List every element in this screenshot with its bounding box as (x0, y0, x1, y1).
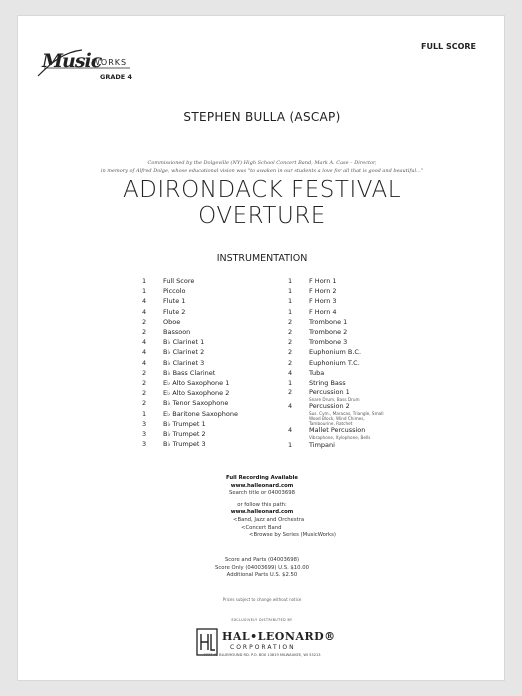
instrument-row (288, 378, 389, 388)
instrument-quantity: 1 (288, 297, 293, 306)
instrument-name-block (163, 317, 180, 327)
instrument-quantity: 4 (288, 402, 293, 411)
instrument-name: B♭ Tenor Saxophone (163, 399, 229, 408)
instrument-quantity: 4 (142, 297, 147, 306)
instrument-name-block (309, 296, 337, 306)
instrument-name: E♭ Baritone Saxophone (163, 409, 238, 418)
instrument-quantity: 1 (288, 307, 293, 316)
instrument-name: B♭ Clarinet 2 (163, 348, 205, 357)
instrument-details: Vibraphone, Xylophone, Bells (309, 435, 371, 441)
instrument-name: B♭ Trumpet 2 (163, 430, 206, 439)
instrumentation-right-column (288, 276, 389, 450)
instrument-row (142, 276, 238, 286)
grade-label: GRADE 4 (100, 73, 132, 81)
instrument-row (288, 358, 389, 368)
instrument-quantity: 2 (142, 379, 147, 388)
instrument-details: Sus. Cym., Maracas, Triangle, Small Wood Block, Wind Chimes, Tambourine, Ratchet (309, 411, 384, 427)
recording-site-link[interactable]: www.halleonard.com (230, 482, 294, 489)
musicworks-logo (34, 32, 142, 88)
instrument-name-block (309, 426, 389, 440)
instrument-details: Snare Drum, Bass Drum (309, 397, 360, 403)
instrument-row (142, 368, 238, 378)
recording-section (18, 475, 506, 540)
instrument-name-block (163, 337, 204, 347)
path-step-3: <Browse by Series (MusicWorks) (249, 532, 336, 539)
instrument-name-block (309, 388, 389, 402)
instrument-row (142, 419, 238, 429)
instrument-quantity: 2 (142, 328, 147, 337)
instrument-name: Trombone 3 (309, 338, 348, 347)
score-cover-page (17, 15, 505, 681)
instrumentation-heading: INSTRUMENTATION (216, 253, 308, 264)
instrument-quantity: 2 (288, 358, 293, 367)
commission-line-1: Commissioned by the Dolgeville (NY) High School Concert Band, Mark A. Case – Director, (147, 160, 377, 166)
instrument-quantity: 2 (288, 328, 293, 337)
instrument-name: Euphonium T.C. (309, 358, 360, 367)
instrument-quantity: 3 (142, 419, 147, 428)
price-score-only: Score Only (04003699) U.S. $10.00 (215, 564, 309, 571)
instrument-name-block (309, 307, 337, 317)
instrument-quantity: 2 (142, 317, 147, 326)
instrument-name-block (163, 419, 206, 429)
instrument-name-block (163, 368, 215, 378)
instrument-name: E♭ Alto Saxophone 1 (163, 379, 230, 388)
instrument-row (142, 286, 238, 296)
instrument-name-block (309, 317, 347, 327)
instrument-quantity: 3 (142, 440, 147, 449)
instrument-name: Timpani (309, 441, 335, 450)
instrument-quantity: 2 (142, 389, 147, 398)
instrument-name-block (163, 388, 229, 398)
instrument-name: Oboe (163, 317, 181, 326)
instrument-row (142, 307, 238, 317)
instrument-name: Flute 2 (163, 307, 186, 316)
instrument-name: B♭ Clarinet 3 (163, 358, 205, 367)
instrument-name: Mallet Percussion (309, 426, 366, 435)
hal-leonard-name: HAL•LEONARD® (222, 630, 336, 643)
instrument-quantity: 2 (288, 348, 293, 357)
composer-name: STEPHEN BULLA (ASCAP) (183, 110, 341, 124)
instrument-name-block (309, 378, 346, 388)
commission-line-2: in memory of Alfred Dolge, whose educational vision was "to awaken in our students a love for all that is good and beautiful..." (100, 168, 424, 174)
instrument-name: E♭ Alto Saxophone 2 (163, 389, 230, 398)
instrument-row (288, 327, 389, 337)
hal-leonard-corp: CORPORATION (230, 644, 296, 651)
instrument-quantity: 1 (288, 441, 293, 450)
instrument-name-block (309, 327, 347, 337)
instrument-row (142, 388, 238, 398)
instrument-row (142, 439, 238, 449)
hal-leonard-emblem-icon (196, 628, 218, 656)
instrument-row (142, 347, 238, 357)
instrument-row (288, 440, 389, 450)
instrument-name-block (163, 358, 204, 368)
instrument-row (142, 358, 238, 368)
instrument-name: Euphonium B.C. (309, 348, 362, 357)
instrument-quantity: 1 (288, 379, 293, 388)
price-score-and-parts: Score and Parts (04003698) (224, 557, 300, 563)
instrument-quantity: 2 (288, 317, 293, 326)
logo-works-text: WORKS (92, 58, 128, 67)
instrument-name: Trombone 1 (309, 317, 348, 326)
instrument-quantity: 2 (142, 368, 147, 377)
instrument-row (142, 327, 238, 337)
instrument-name-block (309, 402, 389, 426)
instrument-name-block (163, 286, 186, 296)
instrument-name: F Horn 3 (309, 297, 337, 306)
path-step-2: <Concert Band (241, 524, 282, 531)
instrument-name: Percussion 1 (309, 388, 350, 397)
instrument-row (288, 368, 389, 378)
instrument-row (142, 317, 238, 327)
recording-heading: Full Recording Available (225, 475, 299, 481)
instrument-quantity: 2 (288, 388, 293, 397)
instrument-quantity: 4 (142, 358, 147, 367)
instrument-name-block (163, 347, 204, 357)
pricing-section (18, 557, 506, 580)
instrument-quantity: 1 (142, 287, 147, 296)
instrument-name-block (309, 276, 337, 286)
instrument-row (288, 296, 389, 306)
instrument-name-block (309, 286, 337, 296)
instrument-name-block (309, 440, 335, 450)
instrument-row (142, 429, 238, 439)
instrumentation-left-column (142, 276, 238, 449)
instrument-name: F Horn 4 (309, 307, 337, 316)
instrument-row (288, 286, 389, 296)
instrument-name-block (163, 439, 206, 449)
instrument-quantity: 1 (142, 409, 147, 418)
publisher-address: 7777 W. BLUEMOUND RD. P.O. BOX 13819 MILWAUKEE, WI 53213 (203, 653, 321, 657)
instrument-name-block (309, 368, 324, 378)
instrument-row (288, 426, 389, 440)
instrument-quantity: 4 (288, 368, 293, 377)
instrument-name-block (163, 398, 228, 408)
price-additional-parts: Additional Parts U.S. $2.50 (226, 572, 298, 579)
distributed-by-label: EXCLUSIVELY DISTRIBUTED BY (231, 618, 293, 622)
instrument-quantity: 1 (288, 277, 293, 285)
instrument-row (288, 317, 389, 327)
instrument-row (142, 378, 238, 388)
recording-site2-link[interactable]: www.halleonard.com (230, 509, 294, 516)
instrument-row (288, 276, 389, 286)
instrument-name-block (309, 337, 347, 347)
instrument-row (288, 307, 389, 317)
instrument-name: B♭ Bass Clarinet (163, 368, 216, 377)
instrument-quantity: 2 (288, 338, 293, 347)
instrument-name: Flute 1 (163, 297, 186, 306)
full-score-label: FULL SCORE (421, 42, 476, 51)
instrument-quantity: 2 (142, 399, 147, 408)
instrument-name: F Horn 1 (309, 277, 337, 285)
instrument-name: Piccolo (163, 287, 186, 296)
instrument-row (142, 409, 238, 419)
instrument-name: Full Score (163, 277, 195, 285)
instrument-quantity: 3 (142, 430, 147, 439)
instrument-name-block (163, 307, 185, 317)
instrument-quantity: 4 (142, 348, 147, 357)
instrument-row (288, 337, 389, 347)
instrument-row (288, 347, 389, 357)
instrument-name: String Bass (309, 379, 346, 388)
title-line-2: OVERTURE (198, 203, 326, 229)
instrument-quantity: 4 (288, 426, 293, 435)
instrument-row (288, 402, 389, 426)
instrument-name-block (163, 276, 194, 286)
path-step-1: <Band, Jazz and Orchestra (233, 516, 305, 523)
logo-script-text: Music (42, 50, 102, 72)
instrument-name: Percussion 2 (309, 402, 350, 411)
instrument-name-block (163, 327, 190, 337)
instrument-row (142, 398, 238, 408)
instrument-name-block (163, 296, 185, 306)
instrument-row (142, 296, 238, 306)
title-line-1: ADIRONDACK FESTIVAL (122, 177, 402, 203)
price-notice: Prices subject to change without notice (222, 597, 302, 602)
instrument-row (288, 388, 389, 402)
instrument-name-block (309, 347, 361, 357)
instrument-name-block (163, 429, 206, 439)
instrument-row (142, 337, 238, 347)
instrument-name: Bassoon (163, 328, 191, 337)
recording-search-text: Search title or 04003698 (229, 490, 295, 497)
instrument-quantity: 1 (142, 277, 147, 285)
recording-follow-text: or follow this path: (237, 501, 287, 508)
instrument-name: B♭ Trumpet 3 (163, 440, 206, 449)
instrument-name-block (163, 378, 229, 388)
instrument-name: Tuba (309, 368, 325, 377)
instrument-name: F Horn 2 (309, 287, 337, 296)
instrument-name-block (309, 358, 360, 368)
instrument-name-block (163, 409, 238, 419)
instrument-quantity: 4 (142, 338, 147, 347)
instrument-quantity: 1 (288, 287, 293, 296)
instrument-quantity: 4 (142, 307, 147, 316)
instrument-name: B♭ Clarinet 1 (163, 338, 205, 347)
instrument-name: B♭ Trumpet 1 (163, 419, 206, 428)
instrument-name: Trombone 2 (309, 328, 348, 337)
